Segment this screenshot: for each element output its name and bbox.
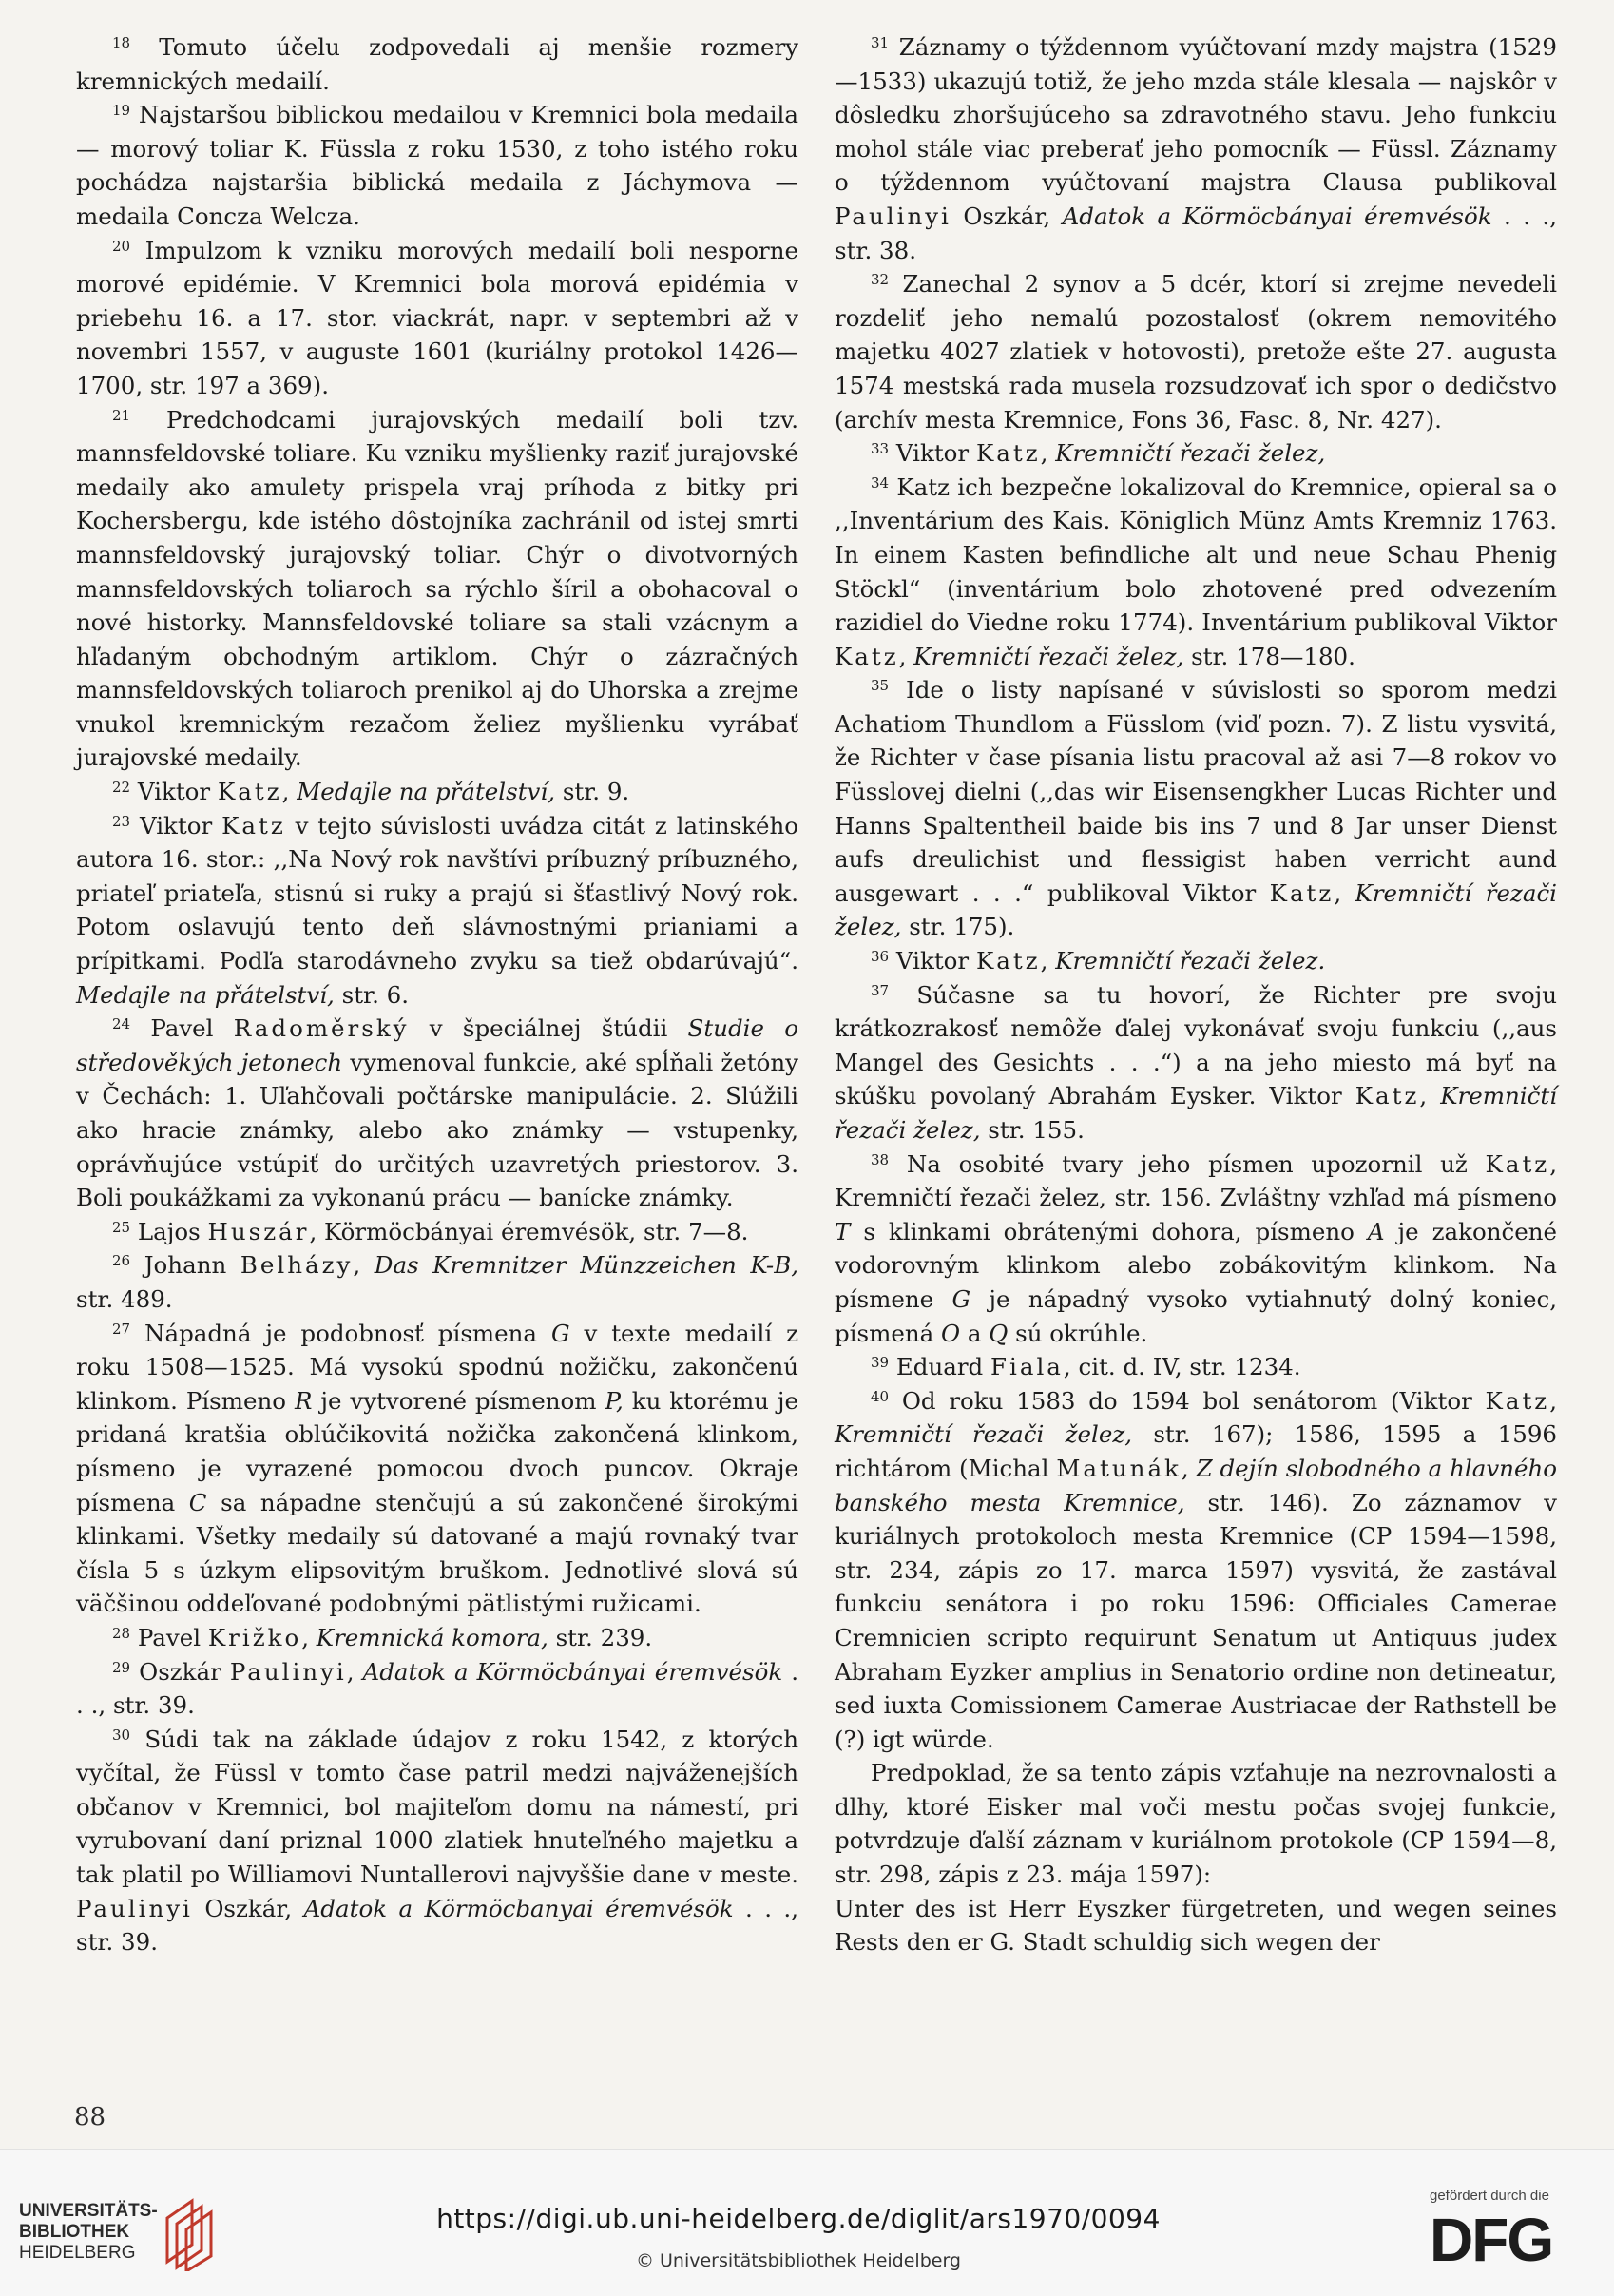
footnote-number: 36 [871, 948, 890, 966]
footnote-30 [76, 1723, 798, 1959]
footnote-text: sú okrúhle. [1008, 1319, 1148, 1347]
footnote-text: Adatok a Körmöcbanyai éremvésök [303, 1894, 734, 1922]
footnote-text: je nápadný vysoko vytiahnutý dolný koniec, písmená [835, 1284, 1557, 1347]
footnote-21 [76, 403, 798, 776]
footnote-34 [835, 471, 1557, 674]
footnote-number: 27 [112, 1320, 131, 1338]
footnote-text: str. 178—180. [1183, 642, 1355, 670]
footnote-text: Súdi tak na základe údajov z roku 1542, z ktorých vyčítal, že Füssl v tomto čase patril medzi najváženejších občanov v Kremnici, bol majiteľom domu na námestí, pri vyrubovaní daní priznal 1000 zlatiek hnuteľného majetku a tak platil po Williamovi Nuntallerovi najvyššie dane v meste. [76, 1725, 799, 1889]
footnote-number: 21 [112, 406, 131, 424]
footnote-text: Kremnická komora, [316, 1623, 548, 1651]
footnote-number: 31 [871, 34, 890, 51]
footnote-text: Kremničtí řezači želez, [1055, 439, 1326, 468]
footnote-19 [76, 98, 798, 233]
footnote-number: 39 [871, 1354, 890, 1372]
footnote-text: Kremničtí řezači želez, [913, 642, 1184, 670]
footnote-text: Adatok a Körmöcbányai éremvésök [1062, 202, 1492, 230]
footnote-text: Fiala [990, 1353, 1064, 1381]
footnote-text: Oszkár, [951, 202, 1063, 230]
footnote-text: Križko [207, 1623, 302, 1651]
footnote-text: Huszár [207, 1217, 310, 1245]
footnote-text: je zakončené vodorovným klinkom alebo zobákovitým klinkom. Na písmene [835, 1217, 1557, 1313]
footnote-40 [835, 1384, 1557, 1757]
footnote-text: Katz [1485, 1149, 1550, 1178]
footnote-text: je vytvorené písmenom [312, 1386, 605, 1415]
footnote-37 [835, 978, 1557, 1148]
footnote-text: Na osobité tvary jeho písmen upozornil už [906, 1149, 1486, 1178]
footnote-text: P, [605, 1386, 624, 1415]
footnote-31 [835, 30, 1557, 267]
footnote-text: Katz [835, 642, 899, 670]
footnote-text: Katz [975, 947, 1041, 975]
footnote-text: , [1181, 1454, 1197, 1482]
footnote-number: 29 [112, 1658, 131, 1676]
footnote-text: , [346, 1657, 363, 1686]
footnote-text: a [960, 1319, 990, 1347]
footnote-text: Impulzom k vzniku morových medailí boli nesporne morové epidémie. V Kremnici bola morová epidémia v priebehu 16. a 17. stor. viackrát, napr. v septembri až v novembri 1557, v auguste 1601 (kuriálny protokol 1426—1700, str. 197 a 369). [76, 236, 798, 399]
footnote-text: Predchodcami jurajovských medailí boli tzv. mannsfeldovské toliare. Ku vzniku myšlienky raziť jurajovské medaily ako amulety prispela vraj príhoda z bitky pri Kochersbergu, kde istého dôstojníka zachránil od istej smrti mannsfeldovský jurajovský toliar. Chýr o divotvorných mannsfeldovských toliaroch sa rýchlo šíril a obohacoval o nové historky. Mannsfeldovské toliare sa stali vzácnym a hľadaným obchodným artiklom. Chýr o zázračných mannsfeldovských toliaroch prenikol aj do Uhorska a zrejme vnukol kremnickým rezačom želiez myšlienku vyrábať jurajovské medaily. [76, 405, 798, 772]
footnote-text: , [1040, 439, 1056, 468]
footnote-text: Pavel [150, 1014, 234, 1043]
footnote-number: 25 [112, 1218, 131, 1236]
footnote-36 [835, 944, 1557, 978]
footnote-text: , [301, 1623, 317, 1651]
footnote-text: Kremničtí řezači želez, [835, 1420, 1133, 1449]
footnote-text: Súčasne sa tu hovorí, že Richter pre svoju krátkozrakosť nemôže ďalej vykonávať svoju funkciu (,,aus Mangel des Gesichts . . .“) a na jeho miesto má byť na skúšku povolaný Abrahám Eysker. Viktor [835, 980, 1557, 1110]
footnote-text: Katz [1485, 1386, 1550, 1415]
footnote-text: , cit. d. IV, str. 1234. [1063, 1353, 1301, 1381]
footnote-text: . . ., str. 39. [76, 1894, 799, 1957]
library-name-line2: BIBLIOTHEK [19, 2222, 130, 2242]
footnote-text: T [835, 1217, 851, 1245]
footnote-text: sa nápadne stenčujú a sú zakončené širokými klinkami. Všetky medaily sú datované a majú rovnaký tvar čísla 5 s úzkym elipsovitým bruškom. Jednotlivé slová sú väčšinou oddeľované podobnými pätlistými ružicami. [76, 1488, 798, 1618]
footnote-text: , [281, 778, 298, 806]
footnote-text: str. 146). Zo záznamov v kuriálnych protokoloch mesta Kremnice (CP 1594—1598, str. 234, zápis zo 17. marca 1597) vysvitá, že zastával funkciu senátora i po roku 1596: Officiales Camerae Cremnicien scripto requirunt Senatum ut Antiquus judex Abraham Eyzker amplius in Senatorio ordine non detineatur, sed iuxta Comissionem Camerae Austriacae der Rathstell be (?) igt würde. [835, 1488, 1557, 1753]
footnote-text: Johann [144, 1251, 240, 1280]
footnote-text: Medajle na přátelství, [76, 980, 335, 1009]
footnote-text: Najstaršou biblickou medailou v Kremnici bola medaila — morový toliar K. Füssla z roku 1530, z toho istého roku pochádza najstaršia biblická medaila z Jáchymova — medaila Concza Welcza. [76, 101, 798, 230]
footnote-text: Paulinyi [229, 1657, 347, 1686]
footnote-text: str. 175). [901, 913, 1015, 941]
footnote-text: Das Kremnitzer Münzzeichen K-B, [374, 1251, 798, 1280]
footnote-38 [835, 1148, 1557, 1351]
footnote-text: Kremničtí řezači želez, [835, 878, 1557, 941]
footnote-text: Katz ich bezpečne lokalizoval do Kremnice, opieral sa o ,,Inventárium des Kais. Königlich Münz Amts Kremniz 1763. In einem Kasten befindliche alt und neue Schau Phenig Stöckl“ (inventárium bolo zhotovené pred odvezením razidiel do Viedne roku 1774). Inventárium publikoval Viktor [835, 473, 1557, 637]
footnote-22 [76, 775, 798, 809]
footnote-35 [835, 673, 1557, 944]
footnote-text: Studie o středověkých jetonech [76, 1014, 798, 1076]
footnote-24 [76, 1012, 798, 1215]
library-name-line1: UNIVERSITÄTS- [19, 2201, 158, 2221]
footnote-text: , [898, 642, 914, 670]
footnote-text: Medajle na přátelství, [297, 778, 556, 806]
footnote-text: Oszkár, [192, 1894, 304, 1922]
footnote-23 [76, 809, 798, 1013]
footnote-29 [76, 1655, 798, 1723]
footnote-number: 33 [871, 440, 890, 458]
footnote-text: , [1334, 878, 1355, 907]
footnote-text: . . ., str. 38. [835, 202, 1558, 264]
page-number: 88 [74, 2103, 106, 2132]
footnote-number: 19 [112, 102, 131, 120]
footnote-text: O [941, 1319, 961, 1347]
footnote-text: Katz [1269, 878, 1335, 907]
footnote-text: Katz [217, 778, 282, 806]
footnote-18 [76, 30, 798, 98]
footnote-32 [835, 267, 1557, 436]
footnote-text: Predpoklad, že sa tento zápis vzťahuje na nezrovnalosti a dlhy, ktoré Eisker mal voči mestu počas svojej funkcie, potvrdzuje ďalší záznam v kuriálnom protokole (CP 1594—8, str. 298, zápis z 23. mája 1597): [835, 1759, 1557, 1889]
footnote-text: , [1419, 1082, 1441, 1110]
footnote-number: 38 [871, 1150, 890, 1168]
footnote-text: vymenoval funkcie, aké spĺňali žetóny v Čechách: 1. Uľahčovali počtárske manipulácie. 2. Slúžili ako hracie známky, alebo ako známky — vstupenky, oprávňujúce vstúpiť do určitých uzavretých priestorov. 3. Boli poukážkami za vykonanú prácu — banícke známky. [76, 1048, 798, 1212]
footnote-text: str. 239. [548, 1623, 653, 1651]
footnote-text: v texte medailí z roku 1508—1525. Má vysokú spodnú nožičku, zakončenú klinkom. Písmeno [76, 1319, 798, 1415]
footnote-text: , [1040, 947, 1056, 975]
footnote-number: 26 [112, 1252, 131, 1270]
footnote-text: v tejto súvislosti uvádza citát z latinského autora 16. stor.: ,,Na Nový rok navštívi príbuzný príbuzného, priateľ priateľa, stisnú si ruky a prajú si šťastlivý Nový rok. Potom oslavujú tento deň slávnostnými prianiami a prípitkami. Podľa starodávneho zvyku sa tiež obdarúvajú“. [76, 811, 799, 975]
footnote-text: Pavel [137, 1623, 208, 1651]
footnote-text: Viktor [895, 439, 976, 468]
footnote-number: 35 [871, 677, 890, 695]
footnote-text: Ide o listy napísané v súvislosti so sporom medzi Achatiom Thundlom a Füsslom (viď pozn. 7). Z listu vysvitá, že Richter v čase písania listu pracoval až asi 7—8 rokov vo Füsslovej dielni (,,das wir Eisensengkher Lucas Richter und Hanns Spaltentheil baide bis ins 7 und 8 Jar unser Dienst aufs dreulichist und flessigist haben verricht aund ausgewart . . .“ publikoval Viktor [835, 676, 1557, 907]
footnote-text: s klinkami obrátenými dohora, písmeno [850, 1217, 1368, 1245]
footnote-number: 22 [112, 779, 131, 797]
dfg-logo[interactable] [1430, 2188, 1601, 2283]
footnote-text: R [294, 1386, 313, 1415]
footnote-text: Katz [975, 439, 1041, 468]
footnote-28 [76, 1621, 798, 1655]
footnote-text: Lajos [137, 1217, 208, 1245]
footnote-39 [835, 1350, 1557, 1384]
footnote-text: A [1367, 1217, 1385, 1245]
footnote-text: Oszkár [139, 1657, 230, 1686]
left-column [76, 30, 798, 1959]
footnote-text: Viktor [139, 811, 222, 839]
footnote-number: 24 [112, 1015, 131, 1033]
footnote-text: Matunák [1056, 1454, 1182, 1482]
footnote-number: 37 [871, 981, 890, 999]
footnote-number: 28 [112, 1624, 131, 1642]
footnote-text: Tomuto účelu zodpovedali aj menšie rozmery kremnických medailí. [76, 33, 799, 95]
footnote-text: str. 167); 1586, 1595 a 1596 richtárom (Michal [835, 1420, 1558, 1482]
footnote-text: Paulinyi [76, 1894, 193, 1922]
copyright-notice: © Universitätsbibliothek Heidelberg [635, 2250, 961, 2271]
footnote-text: ku ktorému je pridaná kratšia oblúčikovitá nožička zakončená klinkom, písmeno je vyrazené pomocou dvoch puncov. Okraje písmena [76, 1386, 798, 1516]
footnote-text: . . ., str. 39. [76, 1657, 798, 1720]
document-url-link[interactable]: https://digi.ub.uni-heidelberg.de/diglit/ars1970/0094 [436, 2203, 1161, 2234]
footnote-number: 34 [871, 473, 890, 492]
footnote-text: Kremničtí řezači želez. [1055, 947, 1326, 975]
footnote-text: Unter des ist Herr Eyszker fürgetreten, und wegen seines Rests den er G. Stadt schuldig sich wegen der [835, 1894, 1557, 1957]
footnote-text: Radoměrský [233, 1014, 410, 1043]
body-paragraph [835, 1756, 1557, 1891]
dfg-logo-mark: DFG [1430, 2206, 1553, 2274]
footnote-text: str. 155. [980, 1116, 1085, 1144]
library-name-line3: HEIDELBERG [19, 2243, 136, 2263]
footnote-text: str. 6. [334, 980, 410, 1009]
body-paragraph [835, 1892, 1557, 1959]
footnote-text: Q [989, 1319, 1009, 1347]
footnote-text: Katz [221, 811, 286, 839]
footnote-text: Viktor [137, 778, 218, 806]
viewer-footer [0, 2149, 1614, 2296]
footnote-text: Z dejín slobodného a hlavného banského mesta Kremnice, [835, 1454, 1557, 1516]
footnote-text: Viktor [895, 947, 976, 975]
ub-emblem-icon [160, 2195, 217, 2271]
footnote-text: Adatok a Körmöcbányai éremvésök [362, 1657, 783, 1686]
footnote-25 [76, 1215, 798, 1249]
footnote-33 [835, 436, 1557, 471]
footnote-text: Nápadná je podobnosť písmena [144, 1319, 551, 1347]
footnote-text: Katz [1355, 1082, 1420, 1110]
ub-heidelberg-logo[interactable] [19, 2195, 257, 2271]
footnote-number: 40 [871, 1387, 890, 1405]
footnote-text: G [951, 1284, 971, 1313]
dfg-caption: gefördert durch die [1430, 2188, 1549, 2204]
footnote-text: , [353, 1251, 375, 1280]
footnote-text: , Kremničtí řezači želez, str. 156. Zvláštny vzhľad má písmeno [835, 1149, 1557, 1212]
footnote-26 [76, 1248, 798, 1316]
footnote-text: Zanechal 2 synov a 5 dcér, ktorí si zrejme nevedeli rozdeliť jeho nemalú pozostalosť (okrem nemovitého majetku 4027 zlatiek v hotovosti), pretože ešte 27. augusta 1574 mestská rada musela rozsudzovať ich spor o dedičstvo (archív mesta Kremnice, Fons 36, Fasc. 8, Nr. 427). [835, 270, 1557, 434]
right-column [835, 30, 1557, 1959]
footnote-text: Od roku 1583 do 1594 bol senátorom (Viktor [901, 1386, 1486, 1415]
footnote-text: v špeciálnej štúdii [409, 1014, 688, 1043]
footnote-number: 18 [112, 34, 131, 51]
footnote-text: Kremničtí řezači želez, [835, 1082, 1557, 1144]
footnote-text: , [1549, 1386, 1557, 1415]
footnote-text: Eduard [895, 1353, 991, 1381]
footnote-text: str. 9. [555, 778, 630, 806]
footnote-text: , Körmöcbányai éremvésök, str. 7—8. [309, 1217, 749, 1245]
footnote-number: 20 [112, 237, 131, 255]
footnote-text: C [188, 1488, 207, 1516]
footnote-text: Belházy [240, 1251, 354, 1280]
footnote-number: 23 [112, 812, 131, 830]
footnote-27 [76, 1317, 798, 1621]
footnote-20 [76, 234, 798, 403]
footnote-text: Záznamy o týždennom vyúčtovaní mzdy majstra (1529—1533) ukazujú totiž, že jeho mzda stále klesala — najskôr v dôsledku zhoršujúceho sa zdravotného stavu. Jeho funkciu mohol stále viac preberať jeho pomocník — Füssl. Záznamy o týždennom vyúčtovaní majstra Clausa publikoval [835, 33, 1557, 197]
footnote-text: Paulinyi [835, 202, 951, 230]
footnote-text: str. 489. [76, 1284, 173, 1313]
footnote-number: 30 [112, 1726, 131, 1744]
footnote-number: 32 [871, 271, 890, 289]
footnote-text: G [550, 1319, 570, 1347]
